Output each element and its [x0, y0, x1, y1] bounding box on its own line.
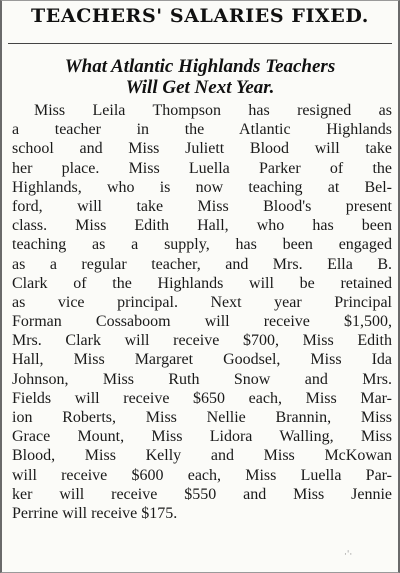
body-line: as vice principal. Next year Principal: [12, 293, 392, 311]
body-line: Grace Mount, Miss Lidora Walling, Miss: [12, 428, 392, 446]
body-line: Perrine will receive $175.: [12, 504, 178, 522]
subheadline-line-1: What Atlantic Highlands Teachers: [64, 56, 336, 77]
body-line: Forman Cossaboom will receive $1,500,: [12, 313, 392, 331]
body-line: Miss Leila Thompson has resigned as: [34, 102, 392, 119]
body-line: teaching as a supply, has been engaged: [12, 236, 392, 254]
body-line: ion Roberts, Miss Nellie Brannin, Miss: [12, 409, 392, 426]
body-line: Mrs. Clark will receive $700, Miss Edith: [12, 332, 392, 350]
body-line: Hall, Miss Margaret Goodsel, Miss Ida: [12, 351, 392, 369]
print-speck: ·ˈ·: [344, 550, 353, 560]
body-line: Highlands, who is now teaching at Bel-: [12, 178, 392, 196]
headline-rule: [8, 43, 392, 44]
subheadline-line-2: Will Get Next Year.: [125, 77, 275, 98]
body-line: will receive $600 each, Miss Luella Par-: [12, 466, 392, 484]
body-line: as a regular teacher, and Mrs. Ella B.: [12, 255, 392, 273]
body-line: class. Miss Edith Hall, who has been: [12, 217, 392, 235]
body-line: Clark of the Highlands will be retained: [12, 274, 392, 292]
body-line: ford, will take Miss Blood's present: [12, 197, 392, 215]
body-line: Johnson, Miss Ruth Snow and Mrs.: [12, 370, 392, 388]
headline: TEACHERS' SALARIES FIXED.: [31, 5, 369, 27]
body-line: a teacher in the Atlantic Highlands: [12, 121, 392, 139]
body-line: her place. Miss Luella Parker of the: [12, 159, 392, 177]
body-line: Fields will receive $650 each, Miss Mar-: [12, 389, 392, 407]
article-body: [12, 101, 392, 523]
body-line: ker will receive $550 and Miss Jennie: [12, 485, 392, 503]
body-line: school and Miss Juliett Blood will take: [12, 140, 392, 158]
body-line: Blood, Miss Kelly and Miss McKowan: [12, 447, 392, 465]
